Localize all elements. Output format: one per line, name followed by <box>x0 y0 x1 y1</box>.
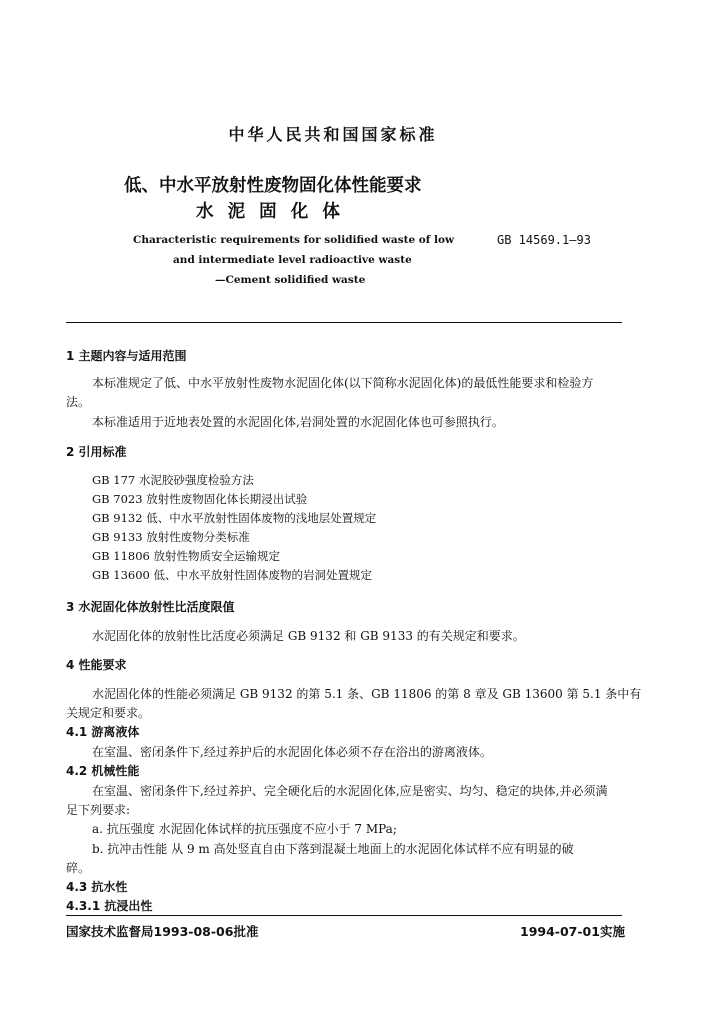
reference-item: GB 9132 低、中水平放射性固体废物的浅地层处置规定 <box>92 511 377 525</box>
section-4-para-line2: 关规定和要求。 <box>66 706 151 720</box>
reference-item: GB 13600 低、中水平放射性固体废物的岩洞处置规定 <box>92 568 373 582</box>
title-en-line2: and intermediate level radioactive waste <box>173 254 412 266</box>
reference-item: GB 177 水泥胶砂强度检验方法 <box>92 473 254 487</box>
section-4-heading: 4 性能要求 <box>66 658 127 672</box>
section-1-para2: 本标准适用于近地表处置的水泥固化体,岩洞处置的水泥固化体也可参照执行。 <box>92 415 504 429</box>
section-1-heading: 1 主题内容与适用范围 <box>66 349 187 363</box>
section-4-para-line1: 水泥固化体的性能必须满足 GB 9132 的第 5.1 条、GB 11806 的第 8 章及 GB 13600 第 5.1 条中有 <box>92 687 642 701</box>
section-4-1-para: 在室温、密闭条件下,经过养护后的水泥固化体必须不存在浴出的游离液体。 <box>92 745 492 759</box>
section-4-1-heading: 4.1 游离液体 <box>66 725 140 739</box>
section-4-2-heading: 4.2 机械性能 <box>66 764 140 778</box>
section-3-heading: 3 水泥固化体放射性比活度限值 <box>66 600 235 614</box>
title-en-line3: —Cement solidified waste <box>215 274 366 286</box>
list-item-b-line1: b. 抗冲击性能 从 9 m 高处竖直自由下落到混凝土地面上的水泥固化体试样不应有明显的破 <box>92 842 574 856</box>
title-cn-line1: 低、中水平放射性废物固化体性能要求 <box>124 176 422 196</box>
section-4-3-1-heading: 4.3.1 抗浸出性 <box>66 899 153 913</box>
effective-date: 1994-07-01实施 <box>520 924 625 939</box>
section-3-para: 水泥固化体的放射性比活度必须满足 GB 9132 和 GB 9133 的有关规定和要求。 <box>92 629 525 643</box>
reference-item: GB 7023 放射性废物固化体长期浸出试验 <box>92 492 308 506</box>
section-4-2-para-line1: 在室温、密闭条件下,经过养护、完全硬化后的水泥固化体,应是密实、均匀、稳定的块体,并必须满 <box>92 784 608 798</box>
section-2-heading: 2 引用标准 <box>66 445 127 459</box>
footer-divider <box>66 915 622 916</box>
section-1-para1-line1: 本标准规定了低、中水平放射性废物水泥固化体(以下简称水泥固化体)的最低性能要求和检验方 <box>92 376 594 390</box>
reference-item: GB 9133 放射性废物分类标准 <box>92 530 250 544</box>
approval-date: 国家技术监督局1993-08-06批准 <box>66 924 259 939</box>
title-cn-line2: 水 泥 固 化 体 <box>196 202 344 222</box>
title-en-line1: Characteristic requirements for solidified waste of low <box>133 234 454 246</box>
list-item-a: a. 抗压强度 水泥固化体试样的抗压强度不应小于 7 MPa; <box>92 822 397 836</box>
std-number: GB 14569.1—93 <box>497 233 591 247</box>
header-divider <box>66 322 622 323</box>
list-item-b-line2: 碎。 <box>66 861 91 875</box>
reference-item: GB 11806 放射性物质安全运输规定 <box>92 549 281 563</box>
section-1-para1-line2: 法。 <box>66 395 91 409</box>
section-4-3-heading: 4.3 抗水性 <box>66 880 128 894</box>
section-4-2-para-line2: 足下列要求: <box>66 803 131 817</box>
national-standard-label: 中华人民共和国国家标准 <box>228 125 438 144</box>
